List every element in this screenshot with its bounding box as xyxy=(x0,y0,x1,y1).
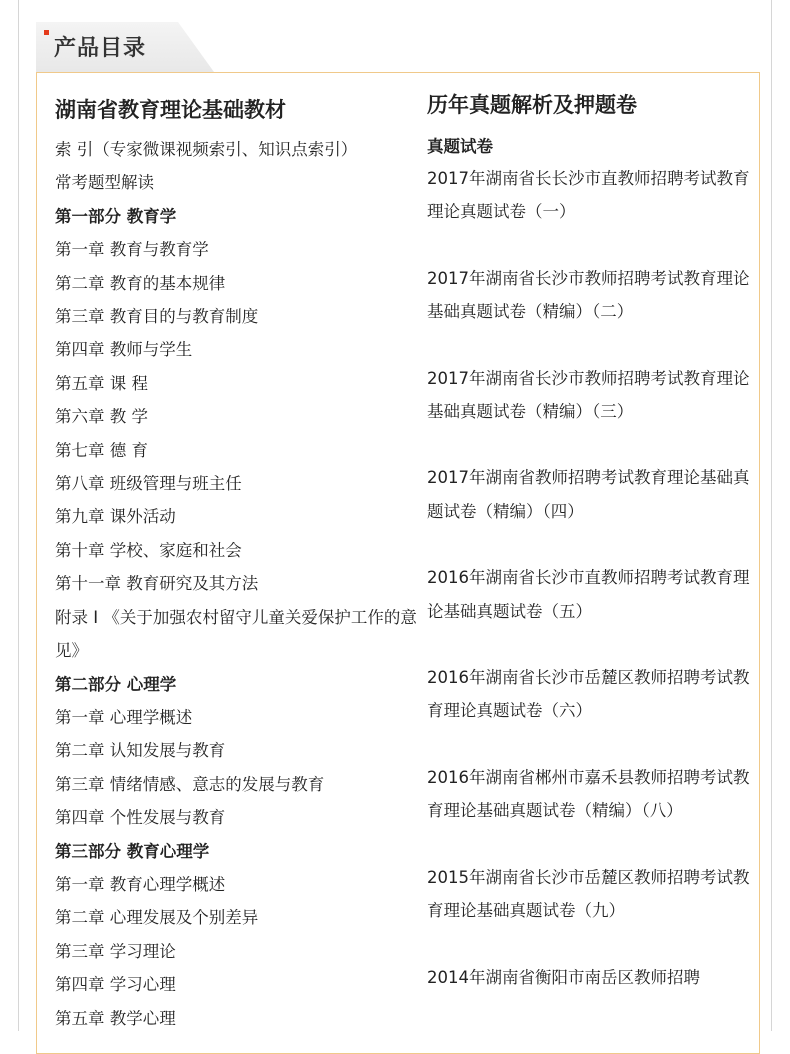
right-column-title: 历年真题解析及押题卷 xyxy=(427,93,637,117)
exam-paper-item: 2016年湖南省长沙市岳麓区教师招聘考试教育理论真题试卷（六） xyxy=(427,668,750,721)
exam-paper-item: 2017年湖南省教师招聘考试教育理论基础真题试卷（精编）（四） xyxy=(427,468,750,521)
chapter-item: 第一章 心理学概述 xyxy=(55,707,193,727)
right-column xyxy=(427,88,757,1027)
chapter-item: 第三章 情绪情感、意志的发展与教育 xyxy=(55,774,325,794)
chapter-item: 第一章 教育心理学概述 xyxy=(55,874,226,894)
chapter-item: 第二章 认知发展与教育 xyxy=(55,741,226,761)
exam-paper-item: 2016年湖南省郴州市嘉禾县教师招聘考试教育理论基础真题试卷（精编）（八） xyxy=(427,767,750,821)
exam-paper-item: 2017年湖南省长沙市教师招聘考试教育理论基础真题试卷（精编）（二） xyxy=(427,268,750,322)
chapter-item: 第十章 学校、家庭和社会 xyxy=(55,540,242,560)
chapter-item: 第二章 教育的基本规律 xyxy=(55,273,226,293)
chapter-item: 第五章 课 程 xyxy=(55,373,148,393)
chapter-item: 第六章 教 学 xyxy=(55,407,148,427)
chapter-item: 第三章 教育目的与教育制度 xyxy=(55,307,259,327)
chapter-item: 第一章 教育与教育学 xyxy=(55,240,209,260)
chapter-item: 第七章 德 育 xyxy=(55,440,148,460)
exam-paper-item: 2014年湖南省衡阳市南岳区教师招聘 xyxy=(427,967,700,987)
chapter-item: 第三章 学习理论 xyxy=(55,941,176,961)
chapter-item: 第八章 班级管理与班主任 xyxy=(55,474,242,494)
part-heading: 第一部分 教育学 xyxy=(55,206,177,226)
part-heading: 第三部分 教育心理学 xyxy=(55,841,210,861)
paper-list xyxy=(427,162,757,994)
chapter-item: 第四章 学习心理 xyxy=(55,975,176,995)
frame-border-right xyxy=(771,0,772,1031)
chapter-item: 第四章 个性发展与教育 xyxy=(55,808,226,828)
red-square-icon xyxy=(44,30,49,35)
exam-paper-item: 2016年湖南省长沙市直教师招聘考试教育理论基础真题试卷（五） xyxy=(427,568,750,621)
chapter-item: 附录 I 《关于加强农村留守儿童关爱保护工作的意见》 xyxy=(55,607,417,661)
frame-border-left xyxy=(18,0,19,1031)
chapter-item: 第九章 课外活动 xyxy=(55,507,176,527)
left-column-title: 湖南省教育理论基础教材 xyxy=(55,98,286,122)
part-heading: 第二部分 心理学 xyxy=(55,674,177,694)
chapter-item: 常考题型解读 xyxy=(55,173,154,193)
exam-paper-item: 2017年湖南省长沙市教师招聘考试教育理论基础真题试卷（精编）（三） xyxy=(427,368,750,422)
chapter-item: 第五章 教学心理 xyxy=(55,1008,176,1028)
exam-paper-item: 2017年湖南省长长沙市直教师招聘考试教育理论真题试卷（一） xyxy=(427,169,750,222)
chapter-item: 第十一章 教育研究及其方法 xyxy=(55,574,259,594)
chapter-item: 索 引（专家微课视频索引、知识点索引） xyxy=(55,140,358,159)
section-title: 产品目录 xyxy=(54,36,147,61)
right-column-subtitle: 真题试卷 xyxy=(427,137,493,156)
left-item-list xyxy=(55,133,417,1035)
left-column xyxy=(55,95,417,1035)
chapter-item: 第四章 教师与学生 xyxy=(55,340,193,360)
chapter-item: 第二章 心理发展及个别差异 xyxy=(55,908,259,928)
exam-paper-item: 2015年湖南省长沙市岳麓区教师招聘考试教育理论基础真题试卷（九） xyxy=(427,867,750,921)
